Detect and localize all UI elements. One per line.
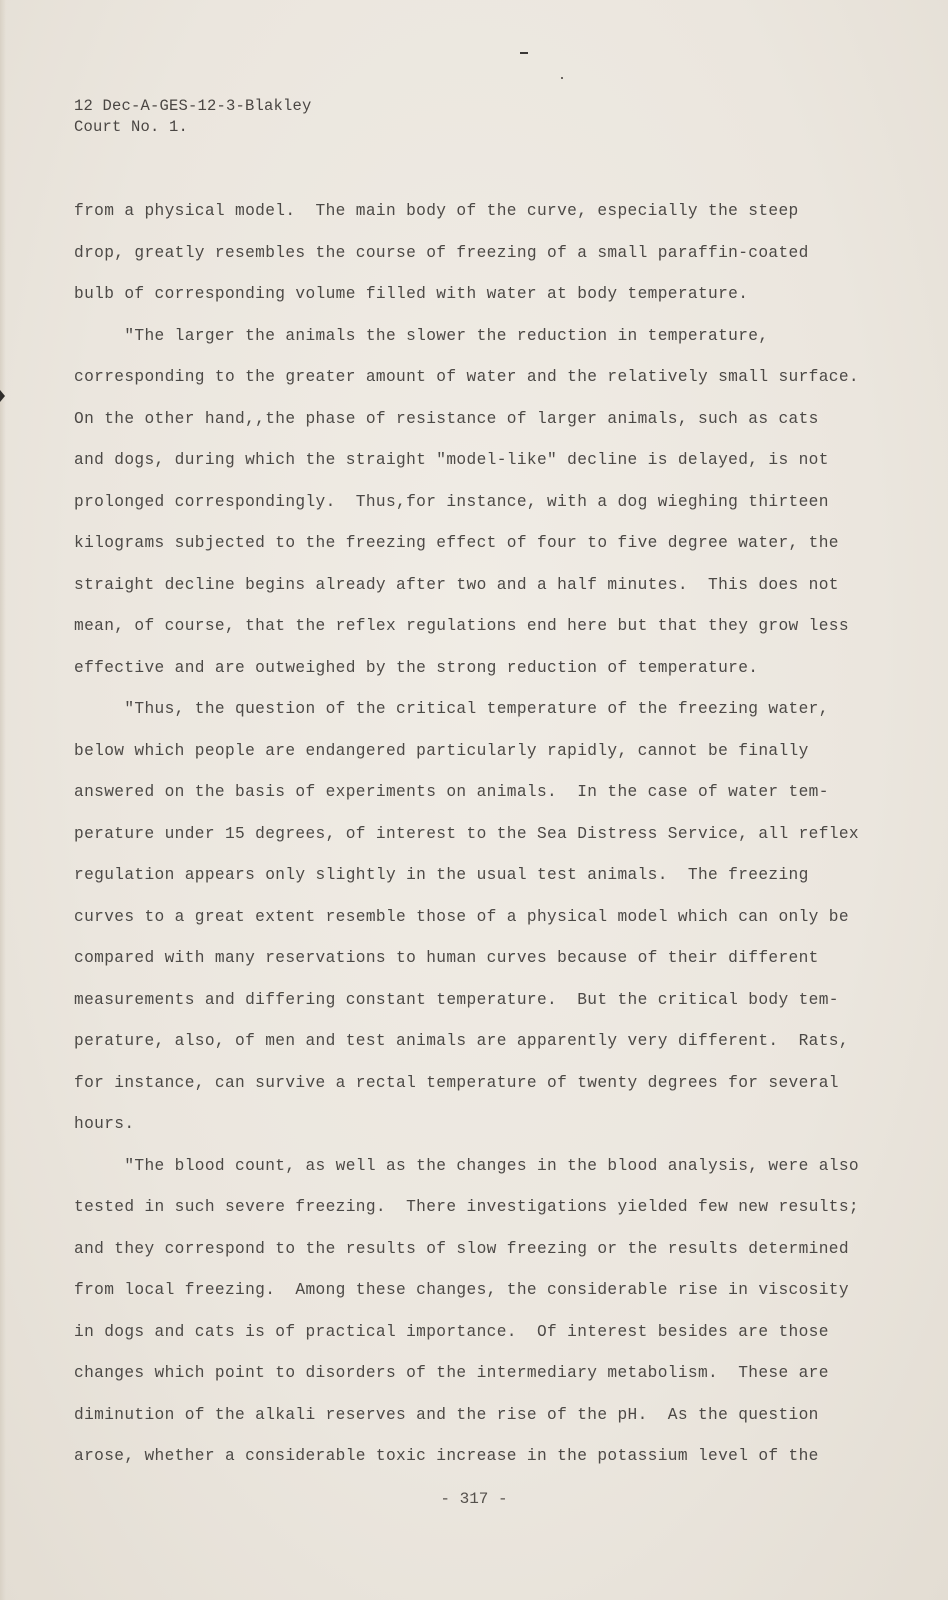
text-line: straight decline begins already after two and a half minutes. This does not	[74, 575, 839, 594]
text-line: compared with many reservations to human curves because of their different	[74, 949, 819, 967]
text-line: curves to a great extent resemble those of a physical model which can only be	[74, 907, 849, 926]
text-line: measurements and differing constant temperature. But the critical body tem-	[74, 990, 839, 1009]
text-line: bulb of corresponding volume filled with water at body temperature.	[74, 285, 749, 303]
text-line: and dogs, during which the straight "model-like" decline is delayed, is not	[74, 451, 829, 469]
text-line: On the other hand,,the phase of resistance of larger animals, such as cats	[74, 409, 819, 428]
text-line: regulation appears only slightly in the usual test animals. The freezing	[74, 866, 809, 884]
ink-mark	[520, 52, 528, 54]
text-line: and they correspond to the results of slow freezing or the results determined	[74, 1239, 849, 1258]
header-court-number: Court No. 1.	[74, 118, 189, 136]
text-line: from local freezing. Among these changes, the considerable rise in viscosity	[74, 1281, 849, 1299]
text-line: "Thus, the question of the critical temperature of the freezing water,	[74, 700, 829, 718]
text-line: hours.	[74, 1115, 135, 1133]
text-line: in dogs and cats is of practical importance. Of interest besides are those	[74, 1322, 829, 1341]
text-line: perature, also, of men and test animals are apparently very different. Rats,	[74, 1032, 849, 1050]
header-document-id: 12 Dec-A-GES-12-3-Blakley	[74, 97, 312, 115]
text-line: effective and are outweighed by the strong reduction of temperature.	[74, 658, 759, 677]
text-line: arose, whether a considerable toxic increase in the potassium level of the	[74, 1447, 819, 1465]
page-number: - 317 -	[440, 1490, 508, 1508]
text-line: perature under 15 degrees, of interest to the Sea Distress Service, all reflex	[74, 824, 859, 843]
text-line: drop, greatly resembles the course of freezing of a small paraffin-coated	[74, 243, 809, 262]
text-line: "The larger the animals the slower the reduction in temperature,	[74, 326, 769, 345]
text-line: changes which point to disorders of the intermediary metabolism. These are	[74, 1364, 829, 1382]
page-left-edge-shadow	[0, 0, 6, 1600]
body-text	[74, 199, 874, 1486]
ink-dot	[561, 77, 563, 79]
text-line: mean, of course, that the reflex regulations end here but that they grow less	[74, 617, 849, 635]
text-line: kilograms subjected to the freezing effect of four to five degree water, the	[74, 534, 839, 552]
text-line: "The blood count, as well as the changes in the blood analysis, were also	[74, 1156, 859, 1175]
edge-arrow-mark	[0, 390, 5, 402]
document-header	[74, 96, 312, 138]
text-line: for instance, can survive a rectal temperature of twenty degrees for several	[74, 1073, 839, 1092]
text-line: corresponding to the greater amount of water and the relatively small surface.	[74, 368, 859, 386]
text-line: answered on the basis of experiments on animals. In the case of water tem-	[74, 783, 829, 801]
text-line: prolonged correspondingly. Thus,for instance, with a dog wieghing thirteen	[74, 492, 829, 511]
text-line: diminution of the alkali reserves and the rise of the pH. As the question	[74, 1405, 819, 1424]
text-line: tested in such severe freezing. There investigations yielded few new results;	[74, 1198, 859, 1216]
text-line: from a physical model. The main body of the curve, especially the steep	[74, 202, 799, 220]
text-line: below which people are endangered particularly rapidly, cannot be finally	[74, 741, 809, 760]
